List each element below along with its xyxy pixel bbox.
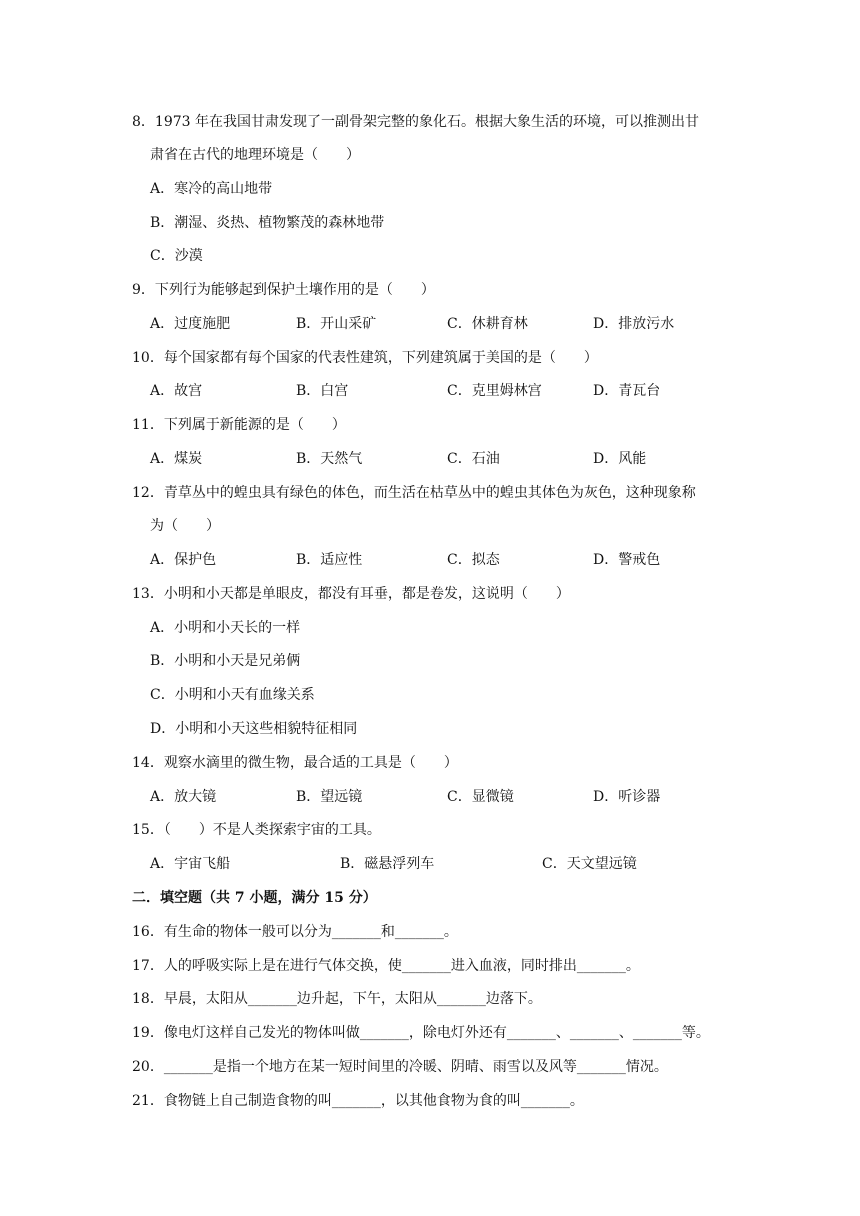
question-14-option-b: B．望远镜 [296,789,363,805]
question-10-option-a: A．故宫 [150,383,203,399]
question-15-option-b: B．磁悬浮列车 [340,856,435,872]
question-15-option-a: A．宇宙飞船 [150,856,231,872]
question-13-option-a: A．小明和小天长的一样 [150,620,301,636]
question-14-option-c: C．显微镜 [447,789,514,805]
question-8-option-a: A．寒冷的高山地带 [150,181,273,197]
question-11-stem: 11．下列属于新能源的是（ ） [132,417,346,433]
question-9-option-a: A．过度施肥 [150,316,231,332]
question-9-option-b: B．开山采矿 [296,316,377,332]
question-11-option-a: A．煤炭 [150,451,203,467]
section-heading-fill-in: 二．填空题（共 7 小题，满分 15 分） [132,890,377,906]
question-12-option-a: A．保护色 [150,552,217,568]
question-13-option-d: D．小明和小天这些相貌特征相同 [150,721,358,737]
question-13-option-c: C．小明和小天有血缘关系 [150,687,315,703]
question-10-option-d: D．青瓦台 [593,383,661,399]
question-8-stem: 8．1973 年在我国甘肃发现了一副骨架完整的象化石。根据大象生活的环境，可以推测出甘 [132,114,699,130]
question-12-option-b: B．适应性 [296,552,363,568]
question-10-option-b: B．白宫 [296,383,349,399]
question-10-stem: 10．每个国家都有每个国家的代表性建筑，下列建筑属于美国的是（ ） [132,350,598,366]
question-11-option-d: D．风能 [593,451,647,467]
question-8-stem-cont: 肃省在古代的地理环境是（ ） [150,147,360,163]
question-12-stem: 12．青草丛中的蝗虫具有绿色的体色，而生活在枯草丛中的蝗虫其体色为灰色，这种现象称 [132,485,696,501]
question-13-option-b: B．小明和小天是兄弟俩 [150,653,301,669]
question-17: 17．人的呼吸实际上是在进行气体交换，使_______进入血液，同时排出_______。 [132,958,640,974]
question-18: 18．早晨，太阳从_______边升起，下午，太阳从_______边落下。 [132,991,542,1007]
question-21: 21．食物链上自己制造食物的叫_______，以其他食物为食的叫_______。 [132,1093,584,1109]
question-9-stem: 9．下列行为能够起到保护土壤作用的是（ ） [132,282,435,298]
question-15-stem: 15．（ ）不是人类探索宇宙的工具。 [132,822,381,838]
question-12-option-c: C．拟态 [447,552,500,568]
question-13-stem: 13．小明和小天都是单眼皮，都没有耳垂，都是卷发，这说明（ ） [132,586,570,602]
question-19: 19．像电灯这样自己发光的物体叫做_______，除电灯外还有_______、_______、_______等。 [132,1025,710,1041]
question-11-option-b: B．天然气 [296,451,363,467]
question-10-option-c: C．克里姆林宫 [447,383,542,399]
question-16: 16．有生命的物体一般可以分为_______和_______。 [132,924,458,940]
question-14-stem: 14．观察水滴里的微生物，最合适的工具是（ ） [132,755,458,771]
question-8-option-c: C．沙漠 [150,248,203,264]
question-9-option-d: D．排放污水 [593,316,675,332]
question-14-option-d: D．听诊器 [593,789,661,805]
question-9-option-c: C．休耕育林 [447,316,528,332]
question-11-option-c: C．石油 [447,451,500,467]
question-14-option-a: A．放大镜 [150,789,217,805]
question-8-option-b: B．潮湿、炎热、植物繁茂的森林地带 [150,215,385,231]
question-12-option-d: D．警戒色 [593,552,661,568]
question-20: 20．_______是指一个地方在某一短时间里的冷暖、阴晴、雨雪以及风等_______情况。 [132,1059,668,1075]
question-12-stem-cont: 为（ ） [150,518,220,534]
question-15-option-c: C．天文望远镜 [542,856,637,872]
